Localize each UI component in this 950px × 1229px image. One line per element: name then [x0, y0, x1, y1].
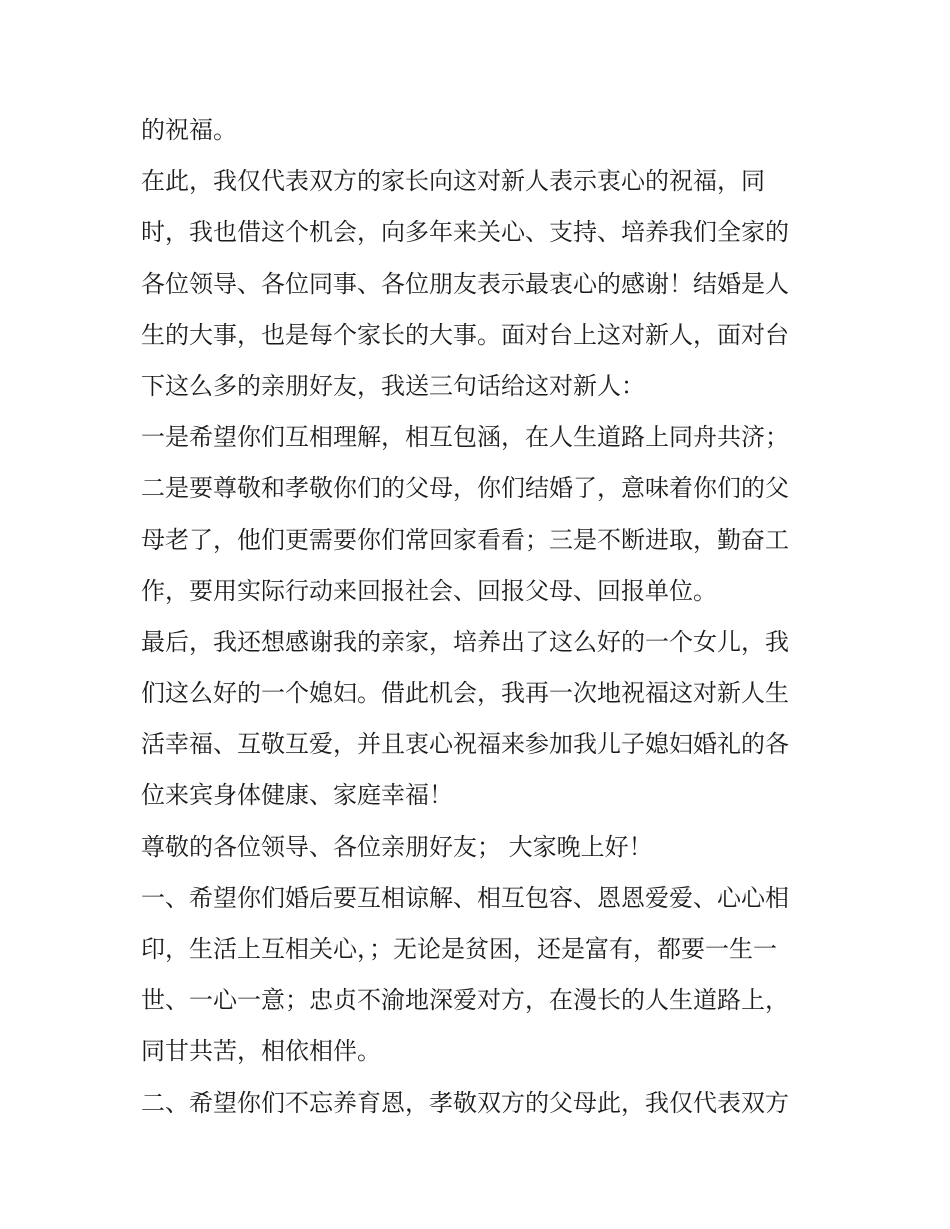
text-line-14: 位来宾身体健康、家庭幸福！	[141, 781, 453, 810]
text-line-3: 时，我也借这个机会，向多年来关心、支持、培养我们全家的	[141, 218, 789, 247]
text-line-19: 同甘共苦，相依相伴。	[141, 1037, 381, 1066]
text-line-2: 在此，我仅代表双方的家长向这对新人表示衷心的祝福，同	[141, 167, 765, 196]
text-line-1: 的祝福。	[141, 116, 237, 144]
text-line-10: 作，要用实际行动来回报社会、回报父母、回报单位。	[141, 576, 717, 605]
text-line-9: 母老了，他们更需要你们常回家看看；三是不断进取，勤奋工	[141, 525, 789, 554]
text-line-6: 下这么多的亲朋好友，我送三句话给这对新人：	[141, 371, 645, 400]
text-line-11: 最后，我还想感谢我的亲家，培养出了这么好的一个女儿，我	[141, 627, 789, 656]
text-line-12: 们这么好的一个媳妇。借此机会，我再一次地祝福这对新人生	[141, 679, 789, 708]
text-line-7: 一是希望你们互相理解，相互包涵，在人生道路上同舟共济；	[141, 423, 789, 452]
text-line-15: 尊敬的各位领导、各位亲朋好友； 大家晚上好！	[141, 832, 653, 861]
text-line-4: 各位领导、各位同事、各位朋友表示最衷心的感谢！结婚是人	[141, 269, 789, 298]
text-line-5: 生的大事，也是每个家长的大事。面对台上这对新人，面对台	[141, 320, 789, 349]
text-line-18: 世、一心一意；忠贞不渝地深爱对方，在漫长的人生道路上，	[141, 986, 789, 1015]
text-line-20: 二、希望你们不忘养育恩，孝敬双方的父母此，我仅代表双方	[141, 1088, 789, 1117]
text-line-17: 印，生活上互相关心，；无论是贫困，还是富有，都要一生一	[141, 935, 777, 963]
text-line-16: 一、希望你们婚后要互相谅解、相互包容、恩恩爱爱、心心相	[141, 883, 789, 912]
speech-text	[141, 105, 821, 1129]
text-line-13: 活幸福、互敬互爱，并且衷心祝福来参加我儿子媳妇婚礼的各	[141, 730, 789, 759]
text-line-8: 二是要尊敬和孝敬你们的父母，你们结婚了，意味着你们的父	[141, 474, 789, 503]
